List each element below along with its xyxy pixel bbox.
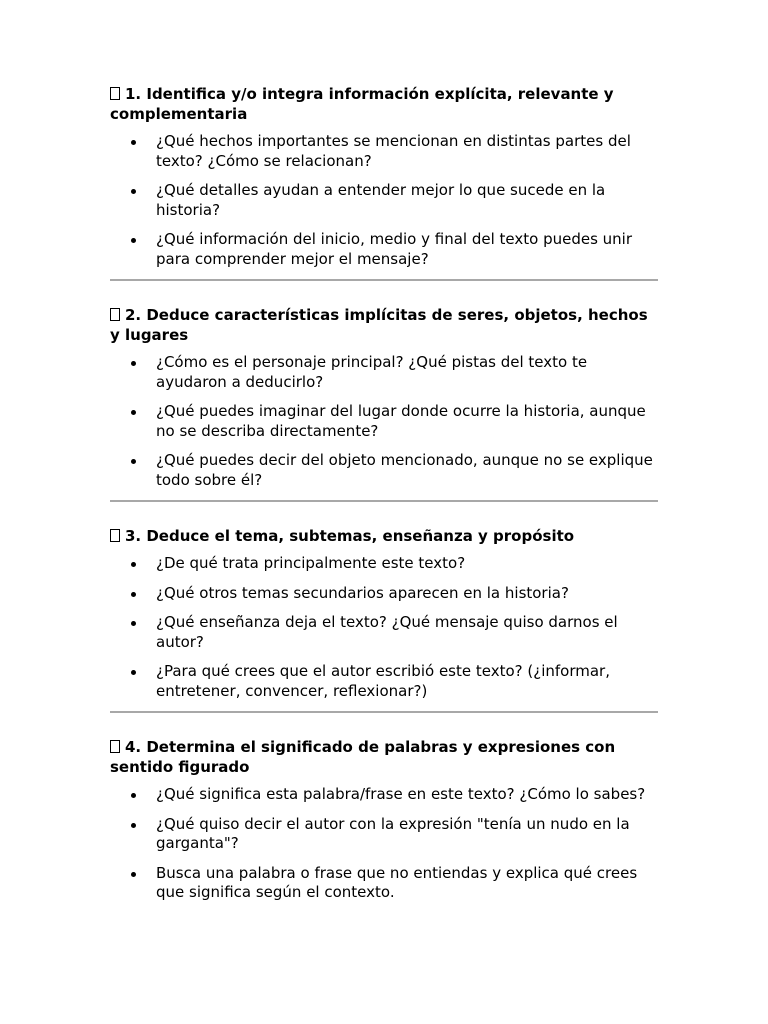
section-heading-text: 1. Identifica y/o integra información explícita, relevante y complementaria <box>110 85 614 123</box>
missing-glyph-icon <box>110 87 120 100</box>
question-list <box>110 554 658 701</box>
list-item <box>110 181 658 220</box>
section-heading <box>110 84 658 124</box>
list-item <box>110 584 658 604</box>
document-page <box>110 84 658 913</box>
list-item-text: ¿Qué puedes imaginar del lugar donde ocurre la historia, aunque no se describa directamente? <box>156 402 646 440</box>
bullet-icon <box>131 823 136 828</box>
list-item-text: ¿Qué información del inicio, medio y final del texto puedes unir para comprender mejor el mensaje? <box>156 230 633 268</box>
question-list <box>110 132 658 269</box>
list-item <box>110 353 658 392</box>
list-item <box>110 402 658 441</box>
bullet-icon <box>131 410 136 415</box>
list-item-text: ¿Qué hechos importantes se mencionan en distintas partes del texto? ¿Cómo se relacionan? <box>156 132 631 170</box>
missing-glyph-icon <box>110 308 120 321</box>
section-heading-text: 4. Determina el significado de palabras y expresiones con sentido figurado <box>110 738 616 776</box>
section-heading <box>110 305 658 345</box>
list-item-text: ¿De qué trata principalmente este texto? <box>156 554 466 572</box>
bullet-icon <box>131 361 136 366</box>
section-heading-text: 2. Deduce características implícitas de seres, objetos, hechos y lugares <box>110 306 648 344</box>
section-1 <box>110 84 658 269</box>
list-item-text: ¿Qué detalles ayudan a entender mejor lo que sucede en la historia? <box>156 181 606 219</box>
bullet-icon <box>131 459 136 464</box>
bullet-icon <box>131 140 136 145</box>
list-item <box>110 662 658 701</box>
section-divider <box>110 500 658 502</box>
bullet-icon <box>131 189 136 194</box>
list-item <box>110 132 658 171</box>
list-item <box>110 554 658 574</box>
list-item-text: ¿Qué significa esta palabra/frase en este texto? ¿Cómo lo sabes? <box>156 785 646 803</box>
bullet-icon <box>131 872 136 877</box>
list-item-text: ¿Cómo es el personaje principal? ¿Qué pistas del texto te ayudaron a deducirlo? <box>156 353 588 391</box>
bullet-icon <box>131 238 136 243</box>
missing-glyph-icon <box>110 529 120 542</box>
section-heading-text: 3. Deduce el tema, subtemas, enseñanza y propósito <box>125 527 575 545</box>
list-item <box>110 785 658 805</box>
list-item <box>110 230 658 269</box>
list-item-text: ¿Qué enseñanza deja el texto? ¿Qué mensaje quiso darnos el autor? <box>156 613 618 651</box>
list-item <box>110 815 658 854</box>
list-item-text: ¿Qué otros temas secundarios aparecen en la historia? <box>156 583 569 602</box>
section-2 <box>110 305 658 490</box>
section-divider <box>110 279 658 281</box>
bullet-icon <box>131 592 136 597</box>
list-item <box>110 864 658 903</box>
list-item <box>110 613 658 652</box>
question-list <box>110 785 658 903</box>
list-item-text: ¿Para qué crees que el autor escribió este texto? (¿informar, entretener, convencer, reflexionar?) <box>156 662 610 700</box>
list-item-text: ¿Qué quiso decir el autor con la expresión "tenía un nudo en la garganta"? <box>156 814 630 852</box>
section-4 <box>110 737 658 903</box>
missing-glyph-icon <box>110 740 120 753</box>
list-item <box>110 451 658 490</box>
list-item-text: ¿Qué puedes decir del objeto mencionado, aunque no se explique todo sobre él? <box>156 451 653 489</box>
section-divider <box>110 711 658 713</box>
bullet-icon <box>131 793 136 798</box>
section-heading <box>110 526 658 546</box>
question-list <box>110 353 658 490</box>
section-3 <box>110 526 658 701</box>
bullet-icon <box>131 562 136 567</box>
list-item-text: Busca una palabra o frase que no entiendas y explica qué crees que significa según el contexto. <box>156 863 638 901</box>
bullet-icon <box>131 621 136 626</box>
section-heading <box>110 737 658 777</box>
bullet-icon <box>131 670 136 675</box>
